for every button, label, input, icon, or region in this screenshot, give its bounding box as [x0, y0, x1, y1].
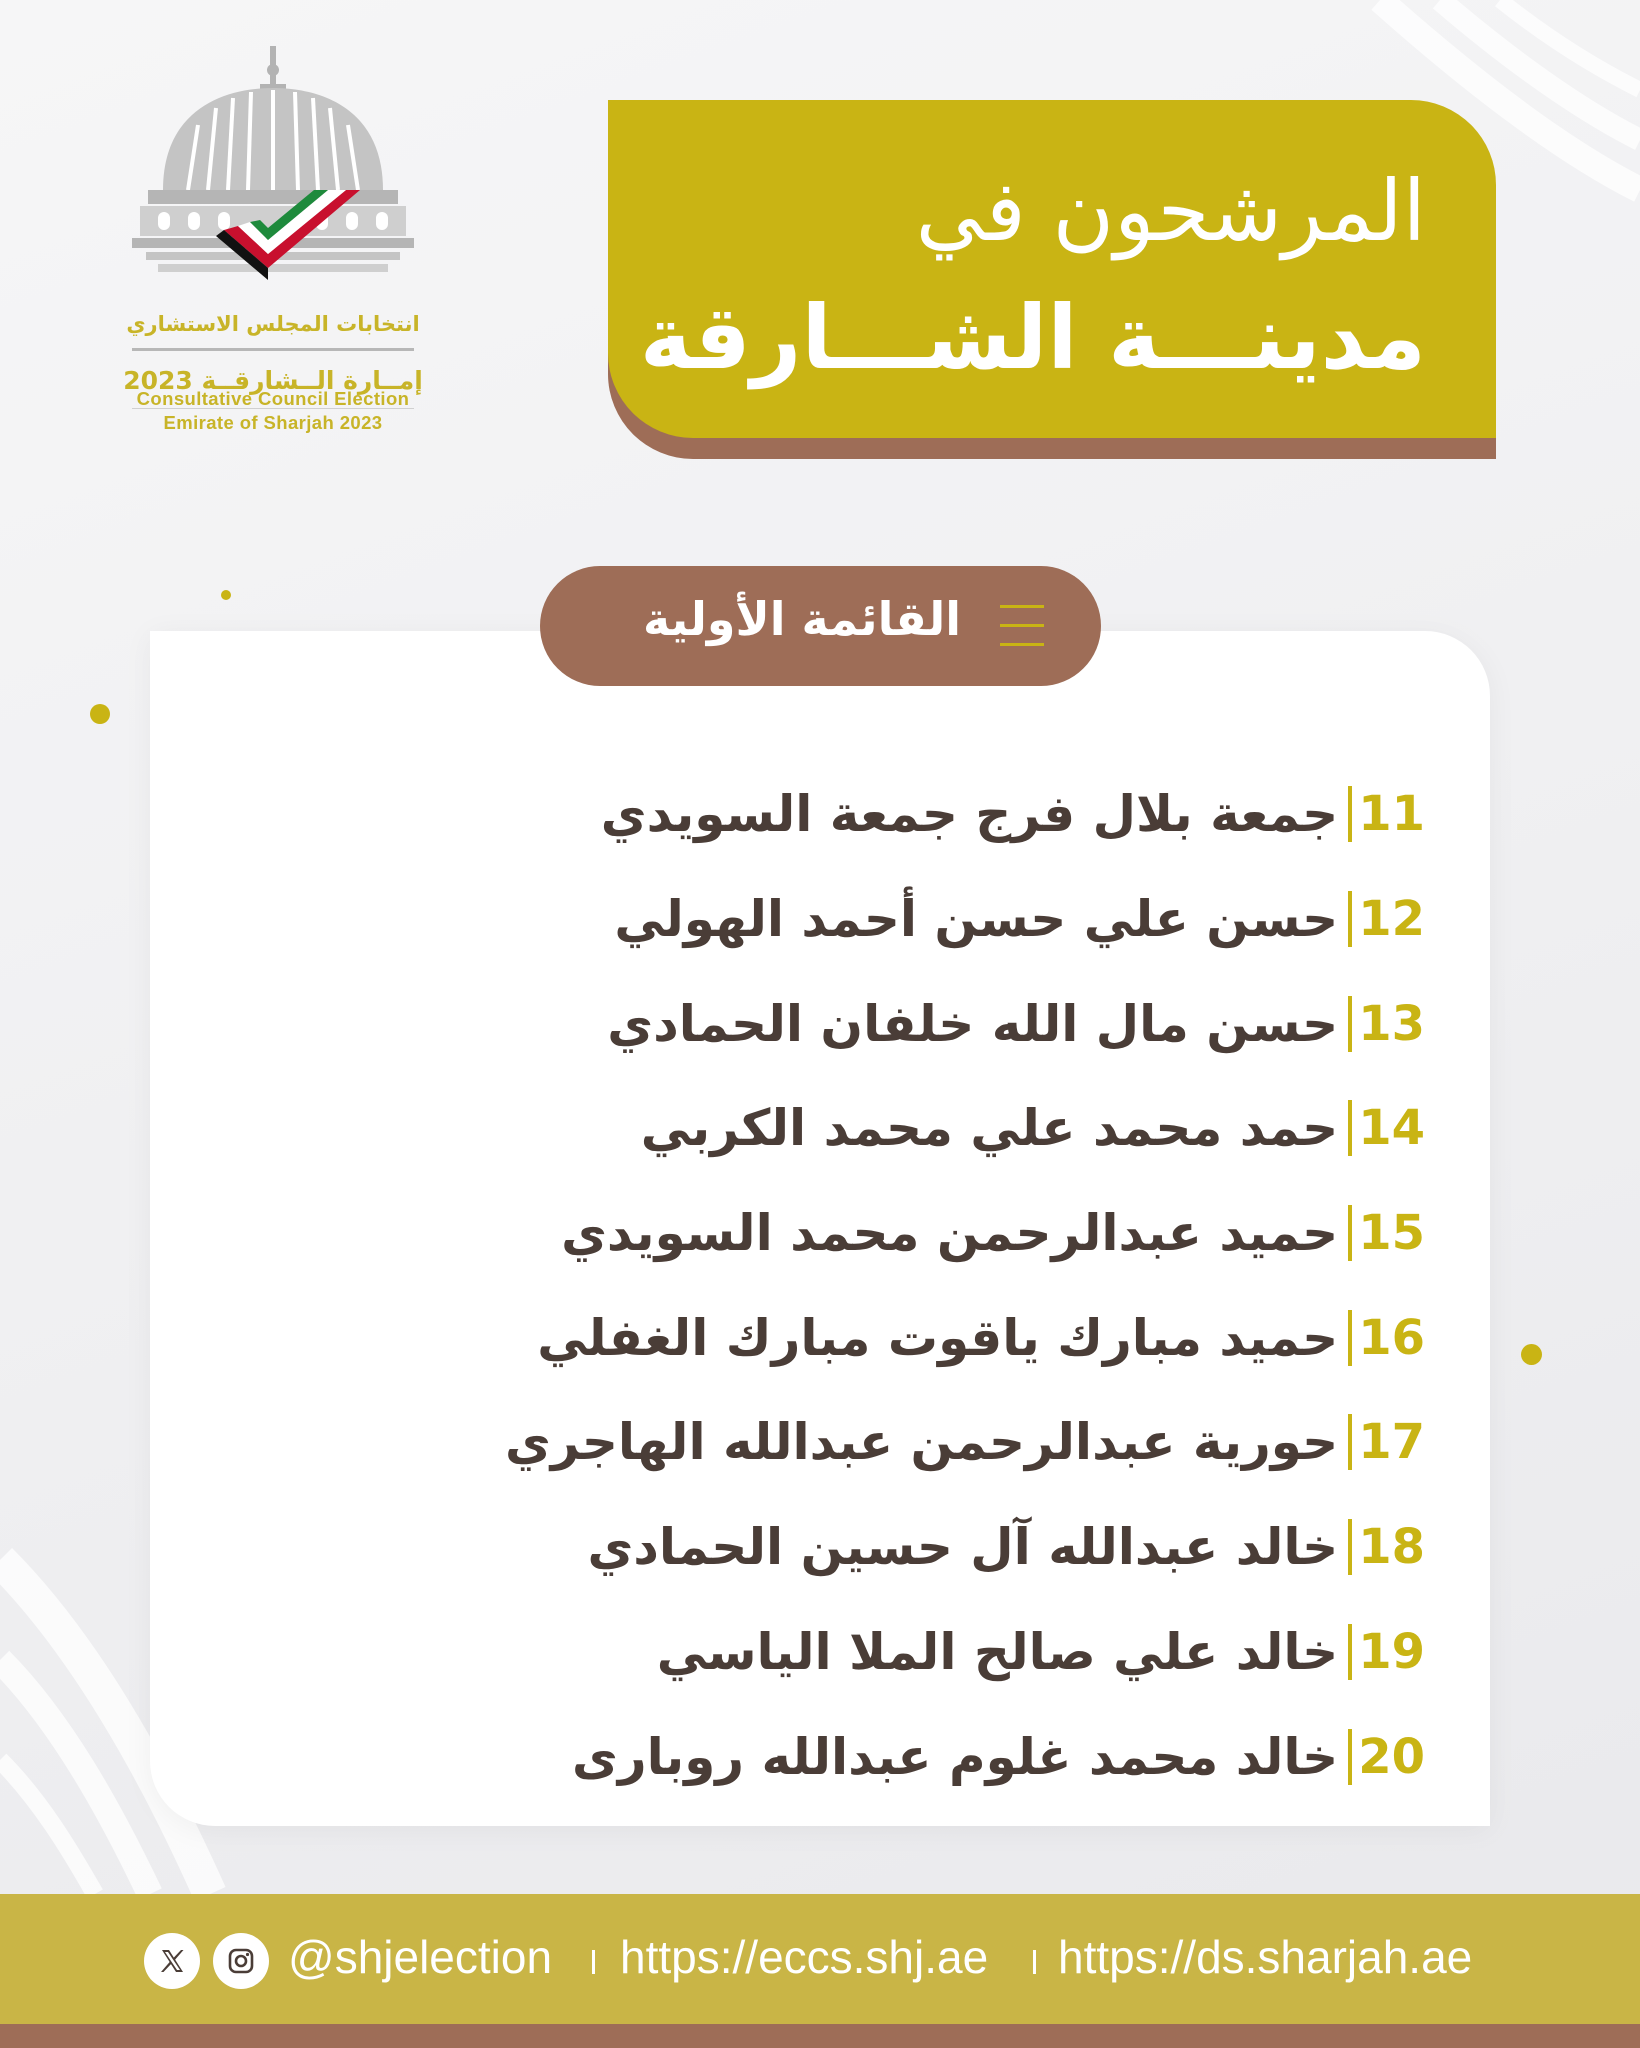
candidate-row — [425, 1285, 1425, 1390]
logo-arabic-subtitle: إمــارة الــشارقــة 2023 — [123, 366, 423, 395]
row-divider — [1348, 1729, 1352, 1785]
row-divider — [1348, 1100, 1352, 1156]
logo-arabic-title: انتخابات المجلس الاستشاري — [126, 312, 420, 336]
banner-title-line2: مدينـــة الشـــارقة — [639, 286, 1426, 389]
decor-dot — [221, 590, 231, 600]
footer-separator — [592, 1950, 595, 1974]
instagram-icon[interactable] — [213, 1933, 269, 1989]
row-divider — [1348, 1519, 1352, 1575]
candidate-row — [425, 1181, 1425, 1286]
dome-logo-icon — [128, 40, 418, 305]
candidate-row — [425, 867, 1425, 972]
title-banner — [608, 100, 1496, 438]
candidate-row — [425, 1600, 1425, 1705]
candidate-row — [425, 762, 1425, 867]
candidate-number: 19 — [1358, 1623, 1425, 1680]
candidate-row — [425, 1390, 1425, 1495]
footer-separator — [1033, 1950, 1036, 1974]
row-divider — [1348, 891, 1352, 947]
website-link-ds[interactable]: https://ds.sharjah.ae — [1058, 1931, 1473, 1983]
list-lines-icon — [1000, 605, 1044, 647]
candidate-number: 12 — [1358, 891, 1425, 948]
candidate-name: حميد مبارك ياقوت مبارك الغفلي — [537, 1308, 1339, 1367]
candidate-name: حمد محمد علي محمد الكربي — [640, 1099, 1339, 1158]
election-logo — [118, 40, 428, 440]
social-handle-link[interactable]: @shjelection — [288, 1931, 553, 1983]
section-label: القائمة الأولية — [642, 592, 961, 646]
row-divider — [1348, 996, 1352, 1052]
candidate-name: خالد عبدالله آل حسين الحمادي — [587, 1518, 1339, 1577]
candidate-name: حسن مال الله خلفان الحمادي — [607, 994, 1339, 1053]
logo-divider — [132, 348, 414, 351]
candidate-number: 15 — [1358, 1205, 1425, 1262]
candidate-name: حسن علي حسن أحمد الهولي — [614, 890, 1339, 949]
candidate-row — [425, 1076, 1425, 1181]
decor-dot — [90, 704, 110, 724]
row-divider — [1348, 1205, 1352, 1261]
row-divider — [1348, 1310, 1352, 1366]
candidate-row — [425, 971, 1425, 1076]
candidate-number: 18 — [1358, 1519, 1425, 1576]
candidate-number: 17 — [1358, 1414, 1425, 1471]
candidates-list — [425, 762, 1425, 1809]
footer-bar — [0, 1894, 1640, 2024]
candidate-number: 13 — [1358, 995, 1425, 1052]
x-icon[interactable] — [144, 1933, 200, 1989]
candidate-name: جمعة بلال فرج جمعة السويدي — [600, 785, 1339, 844]
logo-english-line1: Consultative Council Election — [136, 388, 410, 409]
banner-title-line1: المرشحون في — [915, 162, 1426, 260]
decor-dot — [1521, 1344, 1542, 1365]
candidate-row — [425, 1495, 1425, 1600]
row-divider — [1348, 786, 1352, 842]
row-divider — [1348, 1414, 1352, 1470]
candidate-row — [425, 1704, 1425, 1809]
candidate-number: 11 — [1358, 786, 1425, 843]
candidate-number: 16 — [1358, 1309, 1425, 1366]
candidate-number: 20 — [1358, 1728, 1425, 1785]
section-pill — [540, 566, 1101, 686]
candidate-number: 14 — [1358, 1100, 1425, 1157]
footer-bottom-strip — [0, 2024, 1640, 2048]
website-link-eccs[interactable]: https://eccs.shj.ae — [620, 1931, 989, 1983]
candidate-name: حميد عبدالرحمن محمد السويدي — [561, 1204, 1339, 1263]
candidate-name: حورية عبدالرحمن عبدالله الهاجري — [504, 1413, 1339, 1472]
logo-english-line2: Emirate of Sharjah 2023 — [163, 412, 383, 433]
row-divider — [1348, 1624, 1352, 1680]
candidate-name: خالد علي صالح الملا الياسي — [656, 1622, 1339, 1681]
candidate-name: خالد محمد غلوم عبدالله روبارى — [572, 1727, 1339, 1786]
